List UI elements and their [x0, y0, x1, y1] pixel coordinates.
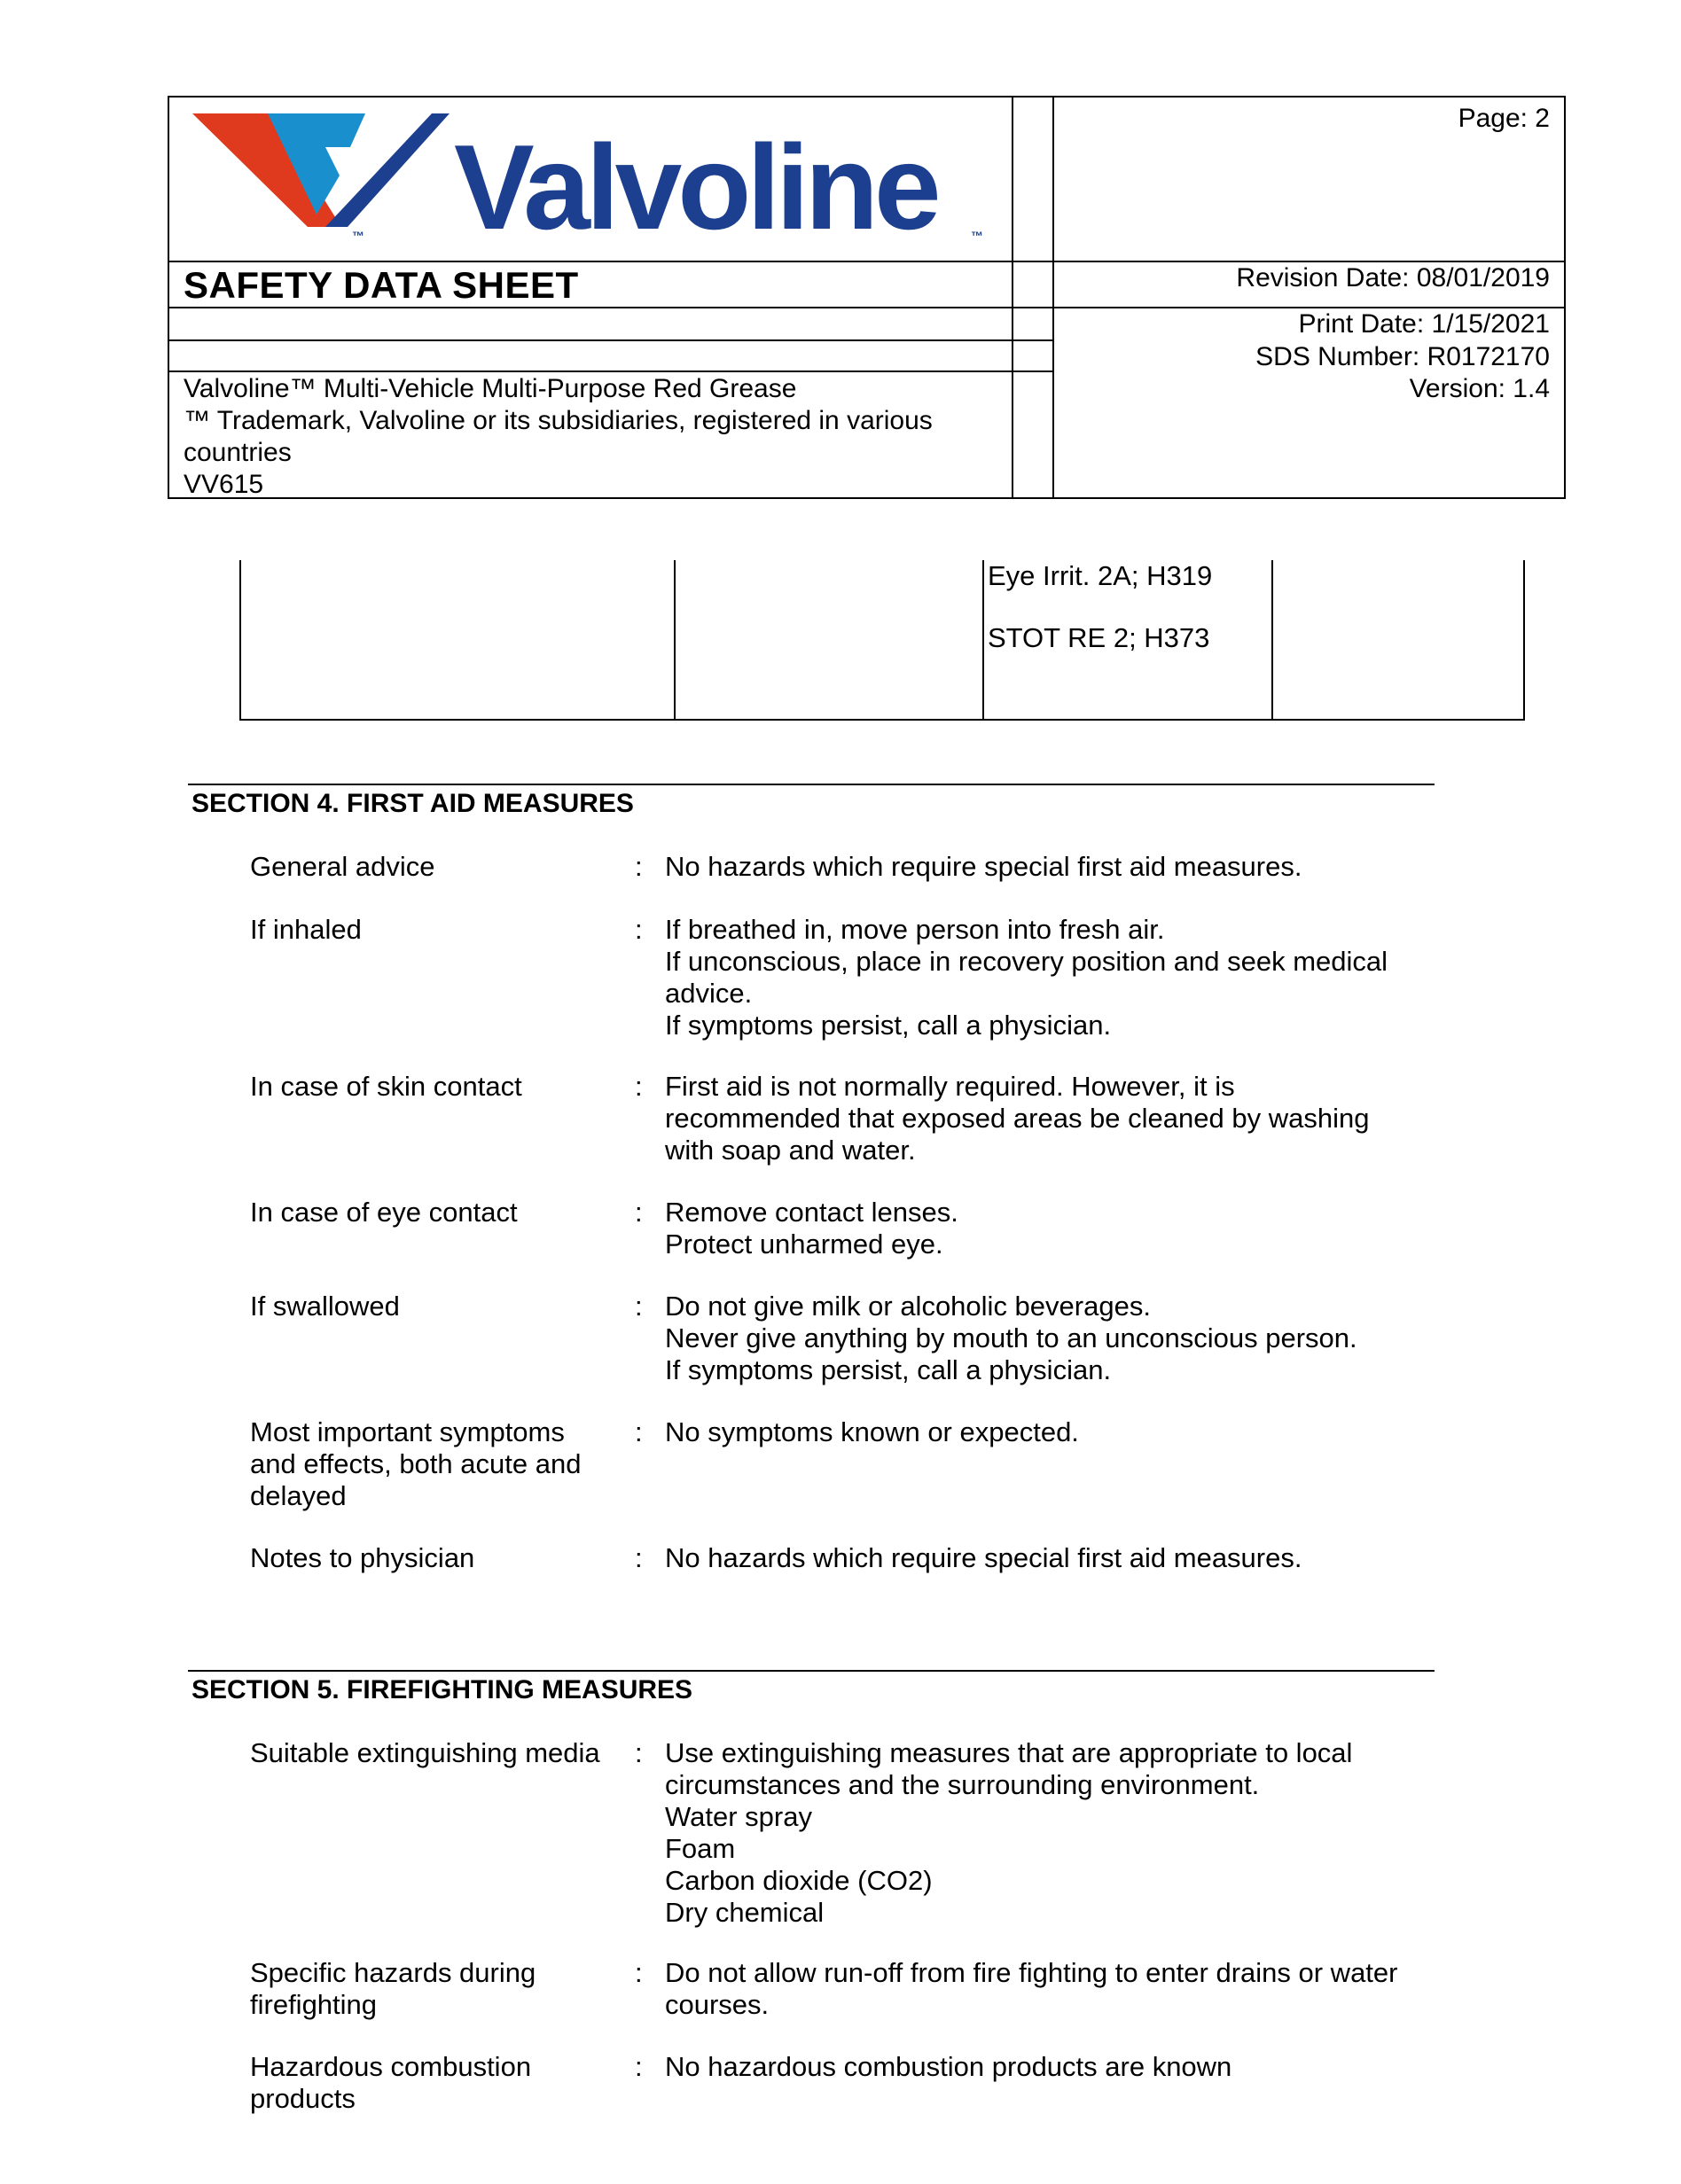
- value-line: Do not allow run-off from fire fighting to enter drains or water: [665, 1957, 1398, 1988]
- field-colon: :: [635, 1957, 643, 1988]
- product-line: VV615: [184, 470, 264, 499]
- section-rule: [188, 1670, 1435, 1672]
- field-label: Suitable extinguishing media: [250, 1737, 600, 1768]
- field-colon: :: [635, 1197, 643, 1228]
- value-line: No hazards which require special first aid measures.: [665, 1542, 1302, 1573]
- section-4-title: SECTION 4. FIRST AID MEASURES: [192, 789, 634, 818]
- field-label: Notes to physician: [250, 1542, 475, 1573]
- field-value: [665, 2051, 1445, 2083]
- field-value: [665, 851, 1445, 883]
- field-label: If inhaled: [250, 914, 362, 945]
- value-line: Water spray: [665, 1801, 812, 1832]
- brand-wordmark: Valvoline: [454, 120, 937, 254]
- document-title: SAFETY DATA SHEET: [184, 264, 579, 306]
- header-divider: [1012, 98, 1013, 497]
- field-colon: :: [635, 1071, 643, 1102]
- hazard-classification: Eye Irrit. 2A; H319: [988, 560, 1213, 591]
- field-colon: :: [635, 1542, 643, 1573]
- field-colon: :: [635, 851, 643, 882]
- valvoline-logo: [192, 105, 990, 255]
- value-line: Remove contact lenses.: [665, 1197, 958, 1228]
- hazard-classification: STOT RE 2; H373: [988, 622, 1210, 653]
- header-rule: [169, 370, 1052, 372]
- value-line: No hazards which require special first aid measures.: [665, 851, 1302, 882]
- section-rule: [188, 784, 1435, 785]
- field-colon: :: [635, 2051, 643, 2082]
- value-line: with soap and water.: [665, 1135, 916, 1166]
- value-line: courses.: [665, 1989, 770, 2020]
- field-colon: :: [635, 1737, 643, 1768]
- document-header: [168, 96, 1566, 499]
- product-line: countries: [184, 438, 292, 467]
- print-date: Print Date: 1/15/2021: [1298, 309, 1550, 339]
- field-value: [665, 1957, 1445, 2021]
- field-value: [665, 1071, 1445, 1166]
- field-label: In case of skin contact: [250, 1071, 522, 1102]
- table-border: [674, 560, 676, 721]
- field-label: Hazardous combustion products: [250, 2051, 532, 2114]
- product-line: ™ Trademark, Valvoline or its subsidiaries, registered in various: [184, 406, 933, 435]
- value-line: Foam: [665, 1833, 736, 1864]
- section-5-title: SECTION 5. FIREFIGHTING MEASURES: [192, 1675, 693, 1704]
- brand-tm-word: ™: [971, 229, 983, 243]
- value-line: Never give anything by mouth to an unconscious person.: [665, 1322, 1357, 1353]
- hazard-table: [239, 560, 1525, 721]
- page-number: Page: 2: [1458, 104, 1550, 133]
- header-rule: [169, 339, 1052, 341]
- revision-date: Revision Date: 08/01/2019: [1236, 263, 1550, 292]
- field-label: Most important symptoms and effects, both acute and delayed: [250, 1416, 582, 1511]
- table-border: [239, 560, 241, 721]
- version: Version: 1.4: [1409, 374, 1550, 403]
- field-colon: :: [635, 914, 643, 945]
- header-divider: [1052, 98, 1054, 497]
- field-value: [665, 1197, 1445, 1260]
- field-value: [665, 914, 1445, 1041]
- value-line: No hazardous combustion products are known: [665, 2051, 1232, 2082]
- value-line: Carbon dioxide (CO2): [665, 1865, 933, 1896]
- value-line: advice.: [665, 978, 753, 1009]
- field-label: If swallowed: [250, 1291, 400, 1322]
- table-border: [1271, 560, 1273, 721]
- value-line: circumstances and the surrounding environment.: [665, 1769, 1260, 1800]
- value-line: recommended that exposed areas be cleaned by washing: [665, 1103, 1370, 1134]
- brand-tm: ™: [352, 229, 364, 243]
- table-border: [239, 719, 1525, 721]
- value-line: If unconscious, place in recovery position and seek medical: [665, 946, 1388, 977]
- field-label: General advice: [250, 851, 435, 882]
- field-value: [665, 1542, 1445, 1574]
- sds-number: SDS Number: R0172170: [1255, 342, 1550, 371]
- product-line: Valvoline™ Multi-Vehicle Multi-Purpose Red Grease: [184, 374, 797, 403]
- field-value: [665, 1416, 1445, 1448]
- field-colon: :: [635, 1416, 643, 1447]
- value-line: If symptoms persist, call a physician.: [665, 1354, 1112, 1385]
- field-colon: :: [635, 1291, 643, 1322]
- value-line: Protect unharmed eye.: [665, 1228, 943, 1260]
- value-line: Use extinguishing measures that are appropriate to local: [665, 1737, 1353, 1768]
- value-line: If symptoms persist, call a physician.: [665, 1010, 1112, 1041]
- field-label: Specific hazards during firefighting: [250, 1957, 536, 2020]
- field-value: [665, 1291, 1445, 1386]
- value-line: First aid is not normally required. However, it is: [665, 1071, 1235, 1102]
- product-description: [184, 373, 933, 501]
- table-border: [1523, 560, 1525, 721]
- value-line: If breathed in, move person into fresh air.: [665, 914, 1165, 945]
- field-value: [665, 1737, 1445, 1929]
- table-border: [982, 560, 984, 721]
- value-line: Dry chemical: [665, 1897, 825, 1928]
- value-line: Do not give milk or alcoholic beverages.: [665, 1291, 1151, 1322]
- field-label: In case of eye contact: [250, 1197, 518, 1228]
- value-line: No symptoms known or expected.: [665, 1416, 1079, 1447]
